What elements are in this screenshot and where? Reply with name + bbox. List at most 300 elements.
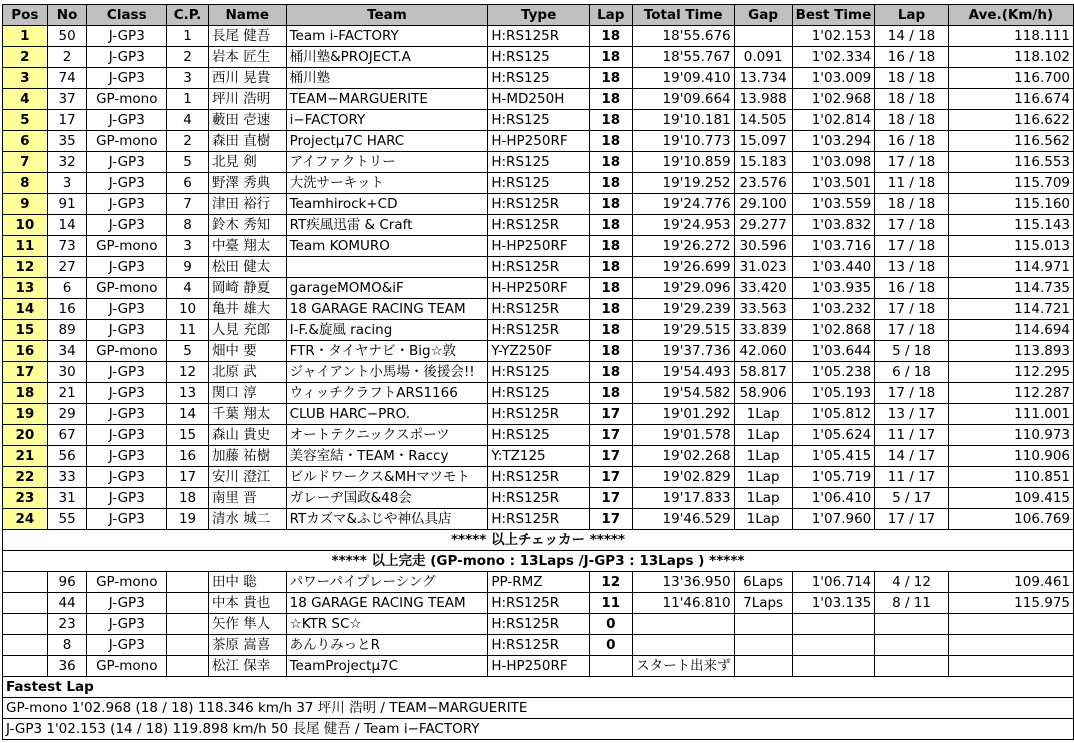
table-cell: i−FACTORY	[286, 110, 488, 131]
table-cell: 松田 健太	[208, 257, 286, 278]
table-cell: 18 / 18	[875, 89, 949, 110]
table-cell: 16 / 18	[875, 278, 949, 299]
table-cell: 1'05.238	[792, 362, 875, 383]
table-cell: 13 / 18	[875, 257, 949, 278]
table-cell: J-GP3	[87, 215, 167, 236]
table-cell: Teamhirock+CD	[286, 194, 488, 215]
table-cell: 16	[3, 341, 48, 362]
table-cell: 21	[3, 446, 48, 467]
table-cell: 6	[3, 131, 48, 152]
table-cell: 17 / 18	[875, 299, 949, 320]
table-cell: H:RS125R	[488, 299, 590, 320]
table-cell: 14.505	[734, 110, 792, 131]
table-cell: 藪田 壱速	[208, 110, 286, 131]
table-cell	[792, 635, 875, 656]
table-cell: 19'02.268	[632, 446, 734, 467]
table-cell: J-GP3	[87, 383, 167, 404]
table-cell: 18 GARAGE RACING TEAM	[286, 593, 488, 614]
table-cell: 1Lap	[734, 509, 792, 530]
table-cell	[632, 635, 734, 656]
table-cell: 18	[589, 362, 632, 383]
table-cell: 116.674	[948, 89, 1073, 110]
table-cell: TeamProjectμ7C	[286, 656, 488, 677]
table-cell: 19'29.515	[632, 320, 734, 341]
column-header: Team	[286, 5, 488, 26]
table-cell: 18	[589, 215, 632, 236]
table-cell: 1'02.334	[792, 47, 875, 68]
column-header: Lap	[875, 5, 949, 26]
checker-separator	[3, 530, 1074, 551]
table-cell: 4 / 12	[875, 572, 949, 593]
table-cell: 野澤 秀典	[208, 173, 286, 194]
table-cell: 18	[589, 320, 632, 341]
table-cell: 12	[167, 362, 209, 383]
table-cell: 1'06.410	[792, 488, 875, 509]
table-cell: 1'03.501	[792, 173, 875, 194]
table-cell: 6	[47, 278, 87, 299]
table-cell: H:RS125R	[488, 257, 590, 278]
table-cell: GP-mono	[87, 89, 167, 110]
table-cell: 0.091	[734, 47, 792, 68]
fastest-lap-title-text: Fastest Lap	[3, 677, 1074, 698]
table-cell: 2	[167, 131, 209, 152]
column-header: Total Time	[632, 5, 734, 26]
table-cell: J-GP3	[87, 110, 167, 131]
table-cell: H:RS125	[488, 110, 590, 131]
table-cell: 7Laps	[734, 593, 792, 614]
table-cell: 18	[589, 341, 632, 362]
table-cell: ガレーヂ国政&48会	[286, 488, 488, 509]
table-cell: 2	[3, 47, 48, 68]
table-cell: 20	[3, 425, 48, 446]
table-cell: 北見 剣	[208, 152, 286, 173]
table-cell	[734, 614, 792, 635]
table-cell: 5 / 18	[875, 341, 949, 362]
result-row	[3, 257, 1074, 278]
table-cell	[3, 656, 48, 677]
table-cell: 1'05.812	[792, 404, 875, 425]
table-cell: ☆KTR SC☆	[286, 614, 488, 635]
table-cell: 中臺 翔太	[208, 236, 286, 257]
table-cell: 23	[47, 614, 87, 635]
table-cell: Team KOMURO	[286, 236, 488, 257]
table-cell: 12	[589, 572, 632, 593]
table-cell: J-GP3	[87, 467, 167, 488]
table-cell: 116.622	[948, 110, 1073, 131]
table-cell: 6	[167, 173, 209, 194]
table-cell: 58.906	[734, 383, 792, 404]
table-cell	[875, 635, 949, 656]
table-cell: 桶川塾&PROJECT.A	[286, 47, 488, 68]
table-cell: J-GP3	[87, 194, 167, 215]
table-cell: J-GP3	[87, 26, 167, 47]
table-cell: 1'02.968	[792, 89, 875, 110]
table-cell: 19'19.252	[632, 173, 734, 194]
table-cell: H:RS125R	[488, 194, 590, 215]
table-cell: 14 / 18	[875, 26, 949, 47]
table-cell: 17 / 18	[875, 152, 949, 173]
table-cell: 1	[167, 26, 209, 47]
table-cell: J-GP3	[87, 614, 167, 635]
column-header: Lap	[589, 5, 632, 26]
table-cell	[875, 614, 949, 635]
table-cell: 関口 淳	[208, 383, 286, 404]
table-cell: 31.023	[734, 257, 792, 278]
checker-separator-text: ***** 以上チェッカー *****	[3, 530, 1074, 551]
table-cell: 1'07.960	[792, 509, 875, 530]
table-cell: 1'05.719	[792, 467, 875, 488]
table-cell: 5	[167, 341, 209, 362]
table-cell: 17	[589, 509, 632, 530]
table-cell: 長尾 健吾	[208, 26, 286, 47]
non-classified-row	[3, 572, 1074, 593]
result-row	[3, 320, 1074, 341]
table-cell: J-GP3	[87, 362, 167, 383]
result-row	[3, 68, 1074, 89]
column-header: Gap	[734, 5, 792, 26]
table-cell: 19'09.664	[632, 89, 734, 110]
table-cell: GP-mono	[87, 236, 167, 257]
table-cell	[3, 635, 48, 656]
table-cell: 11	[589, 593, 632, 614]
table-cell: 11	[3, 236, 48, 257]
table-cell: 21	[47, 383, 87, 404]
table-cell: 田中 聡	[208, 572, 286, 593]
result-row	[3, 509, 1074, 530]
results-table	[2, 4, 1074, 740]
table-cell: H-HP250RF	[488, 656, 590, 677]
results-sheet	[2, 4, 1074, 740]
table-cell: H:RS125	[488, 152, 590, 173]
table-cell: 1Lap	[734, 467, 792, 488]
table-cell: 12	[3, 257, 48, 278]
table-cell: 19'24.953	[632, 215, 734, 236]
table-cell: ウィッチクラフトARS1166	[286, 383, 488, 404]
table-cell: 11 / 18	[875, 173, 949, 194]
result-row	[3, 215, 1074, 236]
table-cell: 17	[589, 404, 632, 425]
table-cell: 桶川塾	[286, 68, 488, 89]
table-cell: 7	[3, 152, 48, 173]
table-cell: 1'03.559	[792, 194, 875, 215]
table-cell: 19'17.833	[632, 488, 734, 509]
table-cell	[167, 572, 209, 593]
table-cell: 4	[167, 278, 209, 299]
table-cell	[167, 614, 209, 635]
table-cell: 58.817	[734, 362, 792, 383]
table-cell: 18 / 18	[875, 68, 949, 89]
table-cell: 111.001	[948, 404, 1073, 425]
table-cell: 1Lap	[734, 446, 792, 467]
result-row	[3, 89, 1074, 110]
table-cell: J-GP3	[87, 509, 167, 530]
table-cell: 北原 武	[208, 362, 286, 383]
table-cell: J-GP3	[87, 446, 167, 467]
table-cell	[167, 593, 209, 614]
table-cell	[948, 614, 1073, 635]
table-cell: PP-RMZ	[488, 572, 590, 593]
table-cell: 18	[589, 383, 632, 404]
table-cell: H:RS125R	[488, 320, 590, 341]
table-cell: 44	[47, 593, 87, 614]
table-cell	[792, 656, 875, 677]
table-cell: RTカズマ&ふじや神仏具店	[286, 509, 488, 530]
table-cell: J-GP3	[87, 425, 167, 446]
table-cell: 1Lap	[734, 425, 792, 446]
table-cell: 116.562	[948, 131, 1073, 152]
table-cell: 18	[589, 110, 632, 131]
result-row	[3, 110, 1074, 131]
table-cell: 116.553	[948, 152, 1073, 173]
table-cell: 27	[47, 257, 87, 278]
table-cell: 56	[47, 446, 87, 467]
table-cell: Y:TZ125	[488, 446, 590, 467]
table-cell: 74	[47, 68, 87, 89]
table-cell: 1'03.832	[792, 215, 875, 236]
table-cell: 18	[589, 47, 632, 68]
table-cell: J-GP3	[87, 47, 167, 68]
table-cell: 4	[167, 110, 209, 131]
table-cell: 17	[589, 425, 632, 446]
table-cell: 29.277	[734, 215, 792, 236]
table-cell: 3	[47, 173, 87, 194]
table-cell: 17	[47, 110, 87, 131]
table-cell: ジャイアント小馬場・後援会!!	[286, 362, 488, 383]
table-cell: 3	[167, 236, 209, 257]
table-cell	[3, 614, 48, 635]
table-cell: 33.839	[734, 320, 792, 341]
table-cell: あんりみっとR	[286, 635, 488, 656]
table-cell: 19'01.578	[632, 425, 734, 446]
table-cell: J-GP3	[87, 488, 167, 509]
table-cell: 18	[589, 68, 632, 89]
table-cell: 加藤 祐樹	[208, 446, 286, 467]
table-cell: 17 / 17	[875, 509, 949, 530]
table-cell: FTR・タイヤナビ・Big☆敦	[286, 341, 488, 362]
table-cell: 118.111	[948, 26, 1073, 47]
table-cell: 16	[47, 299, 87, 320]
table-cell: 14	[47, 215, 87, 236]
table-cell: 114.735	[948, 278, 1073, 299]
table-cell: 18 / 18	[875, 194, 949, 215]
table-cell	[734, 26, 792, 47]
table-cell	[948, 656, 1073, 677]
table-cell: 畑中 要	[208, 341, 286, 362]
table-cell: H-MD250H	[488, 89, 590, 110]
table-cell: 36	[47, 656, 87, 677]
table-cell: 13.988	[734, 89, 792, 110]
table-cell: 1'03.644	[792, 341, 875, 362]
table-cell: 19'29.096	[632, 278, 734, 299]
column-header: Ave.(Km/h)	[948, 5, 1073, 26]
table-cell: 鈴木 秀知	[208, 215, 286, 236]
table-cell: アイファクトリー	[286, 152, 488, 173]
table-cell: 19'02.829	[632, 467, 734, 488]
result-row	[3, 383, 1074, 404]
column-header: No	[47, 5, 87, 26]
table-cell: H:RS125	[488, 362, 590, 383]
table-cell: 89	[47, 320, 87, 341]
table-cell: 17	[589, 467, 632, 488]
table-cell: 18	[589, 173, 632, 194]
result-row	[3, 47, 1074, 68]
table-cell: 坪川 浩明	[208, 89, 286, 110]
table-cell: TEAM−MARGUERITE	[286, 89, 488, 110]
fastest-lap-line-text: GP-mono 1'02.968 (18 / 18) 118.346 km/h 37 坪川 浩明 / TEAM−MARGUERITE	[3, 698, 1074, 719]
table-cell: 19'01.292	[632, 404, 734, 425]
table-cell: 114.694	[948, 320, 1073, 341]
table-cell: J-GP3	[87, 404, 167, 425]
table-cell: 1'02.153	[792, 26, 875, 47]
finish-separator	[3, 551, 1074, 572]
table-cell: H:RS125R	[488, 215, 590, 236]
table-cell: 30	[47, 362, 87, 383]
table-cell: 森山 貴史	[208, 425, 286, 446]
table-cell: 中本 貴也	[208, 593, 286, 614]
table-cell: J-GP3	[87, 635, 167, 656]
table-cell: 8	[47, 635, 87, 656]
table-cell: 1	[3, 26, 48, 47]
table-cell: RT疾風迅雷 & Craft	[286, 215, 488, 236]
table-cell: H:RS125	[488, 173, 590, 194]
table-cell: 19	[167, 509, 209, 530]
table-cell: オートテクニックスポーツ	[286, 425, 488, 446]
table-cell: 1Lap	[734, 404, 792, 425]
table-cell: 18 GARAGE RACING TEAM	[286, 299, 488, 320]
table-cell: 3	[167, 68, 209, 89]
table-cell: J-GP3	[87, 68, 167, 89]
table-cell: 37	[47, 89, 87, 110]
table-cell: 19'10.181	[632, 110, 734, 131]
result-row	[3, 446, 1074, 467]
table-cell: Team i-FACTORY	[286, 26, 488, 47]
table-cell: 42.060	[734, 341, 792, 362]
table-cell	[734, 656, 792, 677]
table-cell: 8 / 11	[875, 593, 949, 614]
table-cell: J-GP3	[87, 257, 167, 278]
table-cell: 19'46.529	[632, 509, 734, 530]
table-cell: 1'05.415	[792, 446, 875, 467]
table-cell: 22	[3, 467, 48, 488]
result-row	[3, 425, 1074, 446]
table-cell: H:RS125R	[488, 635, 590, 656]
table-cell: 1'03.440	[792, 257, 875, 278]
table-cell: 18	[589, 89, 632, 110]
table-cell	[167, 635, 209, 656]
table-cell: 17 / 18	[875, 236, 949, 257]
table-cell: 西川 晃貴	[208, 68, 286, 89]
table-cell: 19'09.410	[632, 68, 734, 89]
table-cell: H-HP250RF	[488, 236, 590, 257]
table-cell: 19'29.239	[632, 299, 734, 320]
table-cell: 113.893	[948, 341, 1073, 362]
table-cell: H:RS125R	[488, 404, 590, 425]
table-cell: 18	[589, 152, 632, 173]
table-cell: 33.563	[734, 299, 792, 320]
table-cell: GP-mono	[87, 278, 167, 299]
table-cell: 4	[3, 89, 48, 110]
table-cell: J-GP3	[87, 152, 167, 173]
table-cell: 11 / 17	[875, 425, 949, 446]
table-cell	[948, 635, 1073, 656]
result-row	[3, 341, 1074, 362]
table-cell: 1'03.232	[792, 299, 875, 320]
table-cell: 19	[3, 404, 48, 425]
table-cell: H:RS125R	[488, 614, 590, 635]
table-cell: 96	[47, 572, 87, 593]
non-classified-row	[3, 614, 1074, 635]
fastest-lap-title	[3, 677, 1074, 698]
result-row	[3, 152, 1074, 173]
table-cell: 18	[589, 194, 632, 215]
table-cell: GP-mono	[87, 131, 167, 152]
table-cell: 6Laps	[734, 572, 792, 593]
table-cell: 118.102	[948, 47, 1073, 68]
table-cell: 1'05.624	[792, 425, 875, 446]
table-cell	[875, 656, 949, 677]
result-row	[3, 194, 1074, 215]
table-cell: 13.734	[734, 68, 792, 89]
table-cell: 10	[3, 215, 48, 236]
table-cell: 9	[167, 257, 209, 278]
result-row	[3, 467, 1074, 488]
table-cell: 14 / 17	[875, 446, 949, 467]
table-cell: 1'03.716	[792, 236, 875, 257]
table-cell: 106.769	[948, 509, 1073, 530]
table-cell: 115.160	[948, 194, 1073, 215]
table-cell: 1'03.294	[792, 131, 875, 152]
table-cell: 津田 裕行	[208, 194, 286, 215]
table-cell: 18	[589, 257, 632, 278]
table-cell: 17 / 18	[875, 320, 949, 341]
table-cell: J-GP3	[87, 299, 167, 320]
table-cell: 13'36.950	[632, 572, 734, 593]
table-cell: 5	[3, 110, 48, 131]
table-cell: 5 / 17	[875, 488, 949, 509]
table-cell: 17 / 18	[875, 383, 949, 404]
table-cell: 32	[47, 152, 87, 173]
table-cell: 8	[3, 173, 48, 194]
table-cell: 18'55.767	[632, 47, 734, 68]
table-cell: 15.097	[734, 131, 792, 152]
table-cell: 112.295	[948, 362, 1073, 383]
table-cell: 18	[589, 236, 632, 257]
non-classified-row	[3, 635, 1074, 656]
table-cell: 1'03.935	[792, 278, 875, 299]
table-cell: H:RS125	[488, 383, 590, 404]
table-cell: 17	[589, 488, 632, 509]
table-cell: 17	[589, 446, 632, 467]
table-cell: 18	[589, 26, 632, 47]
table-cell: 112.287	[948, 383, 1073, 404]
table-cell: GP-mono	[87, 656, 167, 677]
table-cell: 15	[167, 425, 209, 446]
table-cell	[792, 614, 875, 635]
table-cell: 109.415	[948, 488, 1073, 509]
table-cell: 55	[47, 509, 87, 530]
table-cell: J-GP3	[87, 320, 167, 341]
table-cell: 18	[167, 488, 209, 509]
table-cell: 17 / 18	[875, 215, 949, 236]
table-cell: 松江 保幸	[208, 656, 286, 677]
table-cell: 19'26.272	[632, 236, 734, 257]
table-cell: 19'54.582	[632, 383, 734, 404]
table-cell: 14	[3, 299, 48, 320]
table-cell: 清水 城二	[208, 509, 286, 530]
table-cell: 13	[3, 278, 48, 299]
result-row	[3, 488, 1074, 509]
table-cell: H:RS125R	[488, 467, 590, 488]
